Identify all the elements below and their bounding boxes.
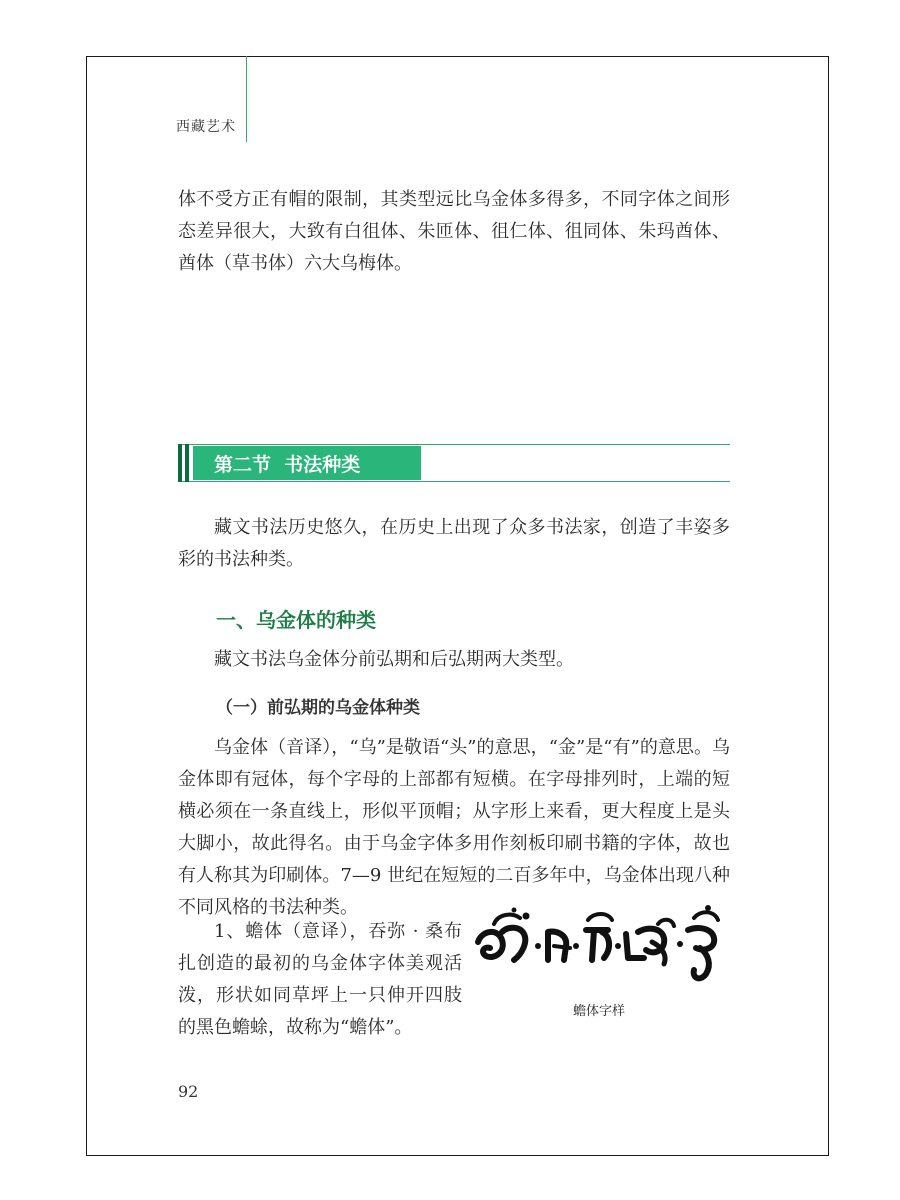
subsection-text: 藏文书法乌金体分前弘期和后弘期两大类型。 — [214, 649, 574, 670]
script-sample-figure — [468, 902, 730, 1027]
body-paragraph: 乌金体（音译），“乌”是敬语“头”的意思，“金”是“有”的意思。乌金体即有冠体，每个字母的上部都有短横。在字母排列时，上端的短横必须在一条直线上，形似平顶帽；从字形上来看，更大程度上是头大脚小，故此得名。由于乌金字体多用作刻板印刷书籍的字体，故也有人称其为印刷体。7—9 世纪在短短的二百多年中，乌金体出现八种不同风格的书法种类。 — [178, 737, 730, 918]
item-paragraph: 1、蟾体（意译），吞弥 · 桑布扎创造的最初的乌金体字体美观活泼，形状如同草坪上一只伸开四肢的黑色蟾蜍，故称为“蟾体”。 — [178, 921, 462, 1038]
section-rule-bottom — [178, 481, 730, 482]
running-head: 西藏艺术 — [176, 119, 236, 135]
header-divider — [246, 56, 247, 142]
section-heading-bar — [178, 444, 730, 482]
page-number: 92 — [178, 1082, 199, 1101]
tibetan-calligraphy-image — [468, 902, 730, 997]
section-mark — [185, 444, 189, 482]
subsubsection-heading: （一）前弘期的乌金体种类 — [216, 698, 420, 718]
section-rule-top — [178, 444, 730, 445]
section-mark — [178, 444, 182, 482]
intro-paragraph: 体不受方正有帽的限制，其类型远比乌金体多得多，不同字体之间形态差异很大，大致有白徂体、朱匝体、徂仁体、徂同体、朱玛酋体、酋体（草书体）六大乌梅体。 — [178, 189, 730, 274]
section-title: 第二节 书法种类 — [214, 454, 361, 476]
figure-caption: 蟾体字样 — [572, 1004, 625, 1019]
section-intro-paragraph: 藏文书法历史悠久，在历史上出现了众多书法家，创造了丰姿多彩的书法种类。 — [178, 517, 730, 570]
subsection-heading: 一、乌金体的种类 — [216, 608, 376, 632]
